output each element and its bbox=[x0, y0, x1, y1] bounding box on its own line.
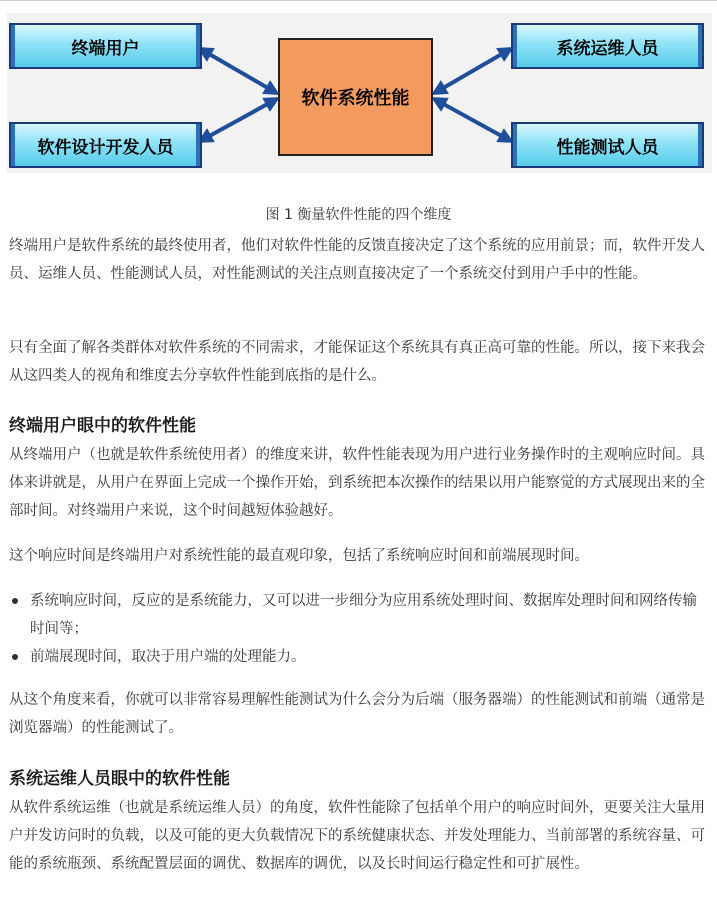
box-developer: 软件设计开发人员 bbox=[9, 122, 202, 168]
arrow-bottom-left bbox=[204, 101, 273, 139]
figure-caption: 图 1 衡量软件性能的四个维度 bbox=[265, 207, 452, 223]
arrow-top-right bbox=[438, 51, 507, 91]
top-divider bbox=[0, 0, 717, 1]
list-item bbox=[9, 587, 709, 643]
paragraph-1: 终端用户是软件系统的最终使用者，他们对软件性能的反馈直接决定了这个系统的应用前景；而，软件开发人员、运维人员、性能测试人员，对性能测试的关注点则直接决定了一个系统交付到用户手中的性能。 bbox=[9, 238, 705, 282]
paragraph-5: 从这个角度来看，你就可以非常容易理解性能测试为什么会分为后端（服务器端）的性能测试和前端（通常是浏览器端）的性能测试了。 bbox=[9, 692, 705, 736]
performance-diagram bbox=[7, 13, 712, 173]
box-tester: 性能测试人员 bbox=[511, 122, 704, 168]
paragraph-6: 从软件系统运维（也就是系统运维人员）的角度，软件性能除了包括单个用户的响应时间外，更要关注大量用户并发访问时的负载，以及可能的更大负载情况下的系统健康状态、并发处理能力、当前部署的系统容量、可能的系统瓶颈、系统配置层面的调优、数据库的调优，以及长时间运行稳定性和可扩展性。 bbox=[9, 800, 705, 872]
bullet-icon bbox=[12, 654, 18, 660]
list-item bbox=[9, 643, 709, 671]
box-software-performance: 软件系统性能 bbox=[278, 38, 433, 156]
paragraph-4: 这个响应时间是终端用户对系统性能的最直观印象，包括了系统响应时间和前端展现时间。 bbox=[9, 548, 589, 564]
list-item-text: 前端展现时间，取决于用户端的处理能力。 bbox=[30, 649, 306, 665]
section-heading-end-user: 终端用户眼中的软件性能 bbox=[9, 416, 196, 436]
section-heading-ops: 系统运维人员眼中的软件性能 bbox=[9, 769, 230, 789]
paragraph-3: 从终端用户（也就是软件系统使用者）的维度来讲，软件性能表现为用户进行业务操作时的主观响应时间。具体来讲就是，从用户在界面上完成一个操作开始，到系统把本次操作的结果以用户能察觉的方式展现出来的全部时间。对终端用户来说，这个时间越短体验越好。 bbox=[9, 447, 705, 519]
arrow-bottom-right bbox=[438, 101, 507, 139]
arrow-top-left bbox=[204, 51, 273, 91]
paragraph-2: 只有全面了解各类群体对软件系统的不同需求，才能保证这个系统具有真正高可靠的性能。所以，接下来我会从这四类人的视角和维度去分享软件性能到底指的是什么。 bbox=[9, 340, 705, 384]
bullet-icon bbox=[12, 598, 18, 604]
box-ops: 系统运维人员 bbox=[511, 23, 704, 69]
box-end-user: 终端用户 bbox=[9, 23, 202, 69]
list-item-text: 系统响应时间，反应的是系统能力，又可以进一步细分为应用系统处理时间、数据库处理时间和网络传输时间等； bbox=[30, 593, 697, 637]
